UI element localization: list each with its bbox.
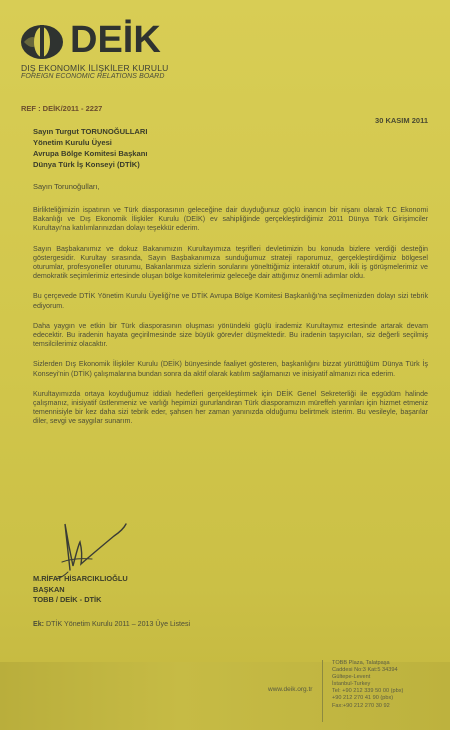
letter-date: 30 KASIM 2011 [375,116,428,125]
addressee-title: Yönetim Kurulu Üyesi [33,138,112,147]
footer-website: www.deik.org.tr [268,686,313,693]
address-line: Tel: +90 212 339 50 00 (pbx) [332,688,404,695]
handwritten-signature [40,512,140,582]
signer-name: M.RİFAT HİSARCIKLIOĞLU [33,574,128,583]
letter-body [33,206,428,438]
body-paragraph: Bu çerçevede DTİK Yönetim Kurulu Üyeliği'ne ve DTİK Avrupa Bölge Komitesi Başkanlığı'na seçilmenizden dolayı sizi tebrik ediyorum. [33,292,428,310]
org-name-en: FOREIGN ECONOMIC RELATIONS BOARD [21,73,165,80]
reference-number: REF : DEİK/2011 - 2227 [21,104,103,113]
logo-wordmark: DEİK [70,19,161,61]
address-line: +90 212 270 41 90 (pbx) [332,695,394,702]
body-paragraph: Sayın Başbakanımız ve dokuz Bakanımızın Kurultayımıza teşrifleri devletimizin bu konuda bizlere verdiği desteğin göstergesidir. Kurultay sırasında, Sayın Başbakanımıza sunduğumuz strateji raporumuz, gerçekleştirdiğimiz bölgesel oturumlar, profesyoneller oturumu, Bakanlarımıza sizlerin sorularını yönelttiğimiz interaktif oturum, ikili iş görüşmelerimiz ve demokratik seçimlerimiz ertesinde oluşan bölge komitelerimiz geleceğe dair attığımız önemli adımlar oldu. [33,244,428,281]
address-line: Gültepe-Levent [332,674,371,681]
enclosure-label: Ek: [33,620,45,628]
body-paragraph: Kurultayımızda ortaya koyduğumuz iddialı hedefleri gerçekleştirmek için DEİK Genel Sekreterliği ile eşgüdüm halinde çalışmanız, inisiyatif üstlenmeniz ve varlığı hepimizi gururlandıran Türk diasporamızın müreffeh yarınları için hizmet etmeniz temennisiyle bir kez daha sizi tebrik eder, şahsen her zaman yanınızda olduğumu belirtmek isterim. Bu vesileyle, başarılar diler, sevgi ve saygılar sunarım. [33,389,428,426]
footer-address [332,660,403,710]
signer-title: BAŞKAN [33,584,65,594]
signer-org: TOBB / DEİK - DTİK [33,595,102,604]
enclosure-text: DTİK Yönetim Kurulu 2011 – 2013 Üye Listesi [46,620,191,628]
addressee-org: Dünya Türk İş Konseyi (DTİK) [33,160,140,169]
addressee-role: Avrupa Bölge Komitesi Başkanı [33,149,148,158]
deik-logo-icon [20,24,64,60]
address-line: Caddesi No:3 Kat:5 34394 [332,667,398,674]
body-paragraph: Birlikteliğimizin ispatının ve Türk diasporasının geleceğine dair duyduğunuz güçlü inancın bir nişanı olarak T.C Ekonomi Bakanlığı ve Dış Ekonomik İlişkiler Kurulu (DEİK) ev sahipliğinde gerçekleştirdiğimiz 2011 Dünya Türk Girişimciler Kurultayı'na katılımlarınızdan dolayı teşekkür ederim. [33,206,428,233]
body-paragraph: Sizlerden Dış Ekonomik İlişkiler Kurulu (DEİK) bünyesinde faaliyet gösteren, başkanlığını bizzat yürüttüğüm Dünya Türk İş Konseyi'nin (DTİK) çalışmalarına bundan sonra da aktif olarak katılım sağlamanızı ve inisiyatif almanızı rica ederim. [33,360,428,378]
address-line: TOBB Plaza, Talatpaşa [332,660,390,666]
body-paragraph: Daha yaygın ve etkin bir Türk diasporasının oluşması yönündeki güçlü irademiz Kurultaymız ertesinde artarak devam edecektir. Bu iradenin hayata geçirilmesinde size büyük görevler düşmektedir. Bu iradenin taşıyıcıları, siz değerli seçilmiş temsilcilerimiz olacaktır. [33,321,428,349]
enclosure-line [33,620,190,628]
addressee-name: Sayın Turgut TORUNOĞULLARI [33,127,148,136]
salutation: Sayın Torunoğulları, [33,182,100,191]
org-name: DIŞ EKONOMİK İLİŞKİLER KURULU [21,63,169,73]
addressee-block [33,126,148,170]
footer-divider [322,660,323,722]
address-line: Fax:+90 212 270 30 92 [332,702,390,709]
address-line: İstanbul-Turkey [332,681,371,688]
signer-block [33,574,128,606]
